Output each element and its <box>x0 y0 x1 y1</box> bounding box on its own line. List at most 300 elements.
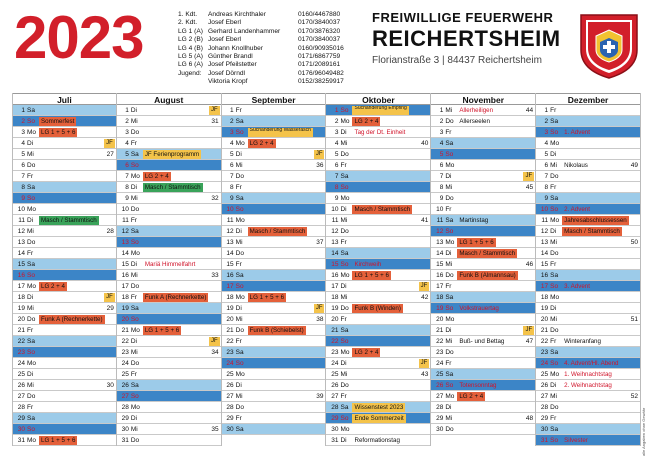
weekday: So <box>550 283 559 290</box>
weekday: Di <box>445 404 452 411</box>
day-number: 1 <box>439 107 444 114</box>
month-header: November <box>431 93 535 105</box>
day-number: 16 <box>540 272 549 279</box>
event-label: Nikolaus <box>564 162 588 169</box>
day-number: 8 <box>334 184 339 191</box>
day-row <box>326 160 430 171</box>
day-number: 16 <box>226 272 234 279</box>
weekday: Do <box>445 272 454 279</box>
day-row <box>13 160 116 171</box>
month-header: Oktober <box>326 93 430 105</box>
contact-phone: 0170/3840037 <box>298 19 341 27</box>
day-row <box>536 237 640 248</box>
day-row <box>431 270 535 281</box>
org-name-line1: FREIWILLIGE FEUERWEHR <box>372 10 554 25</box>
day-number: 27 <box>436 393 444 400</box>
day-number: 8 <box>125 184 129 191</box>
event-label: LG 2 + 4 <box>459 393 484 400</box>
day-row <box>117 160 221 171</box>
weekday: Mo <box>550 371 560 378</box>
day-row <box>13 149 116 160</box>
day-number: 14 <box>540 250 549 257</box>
contact-role: 1. Kdt. <box>178 11 198 18</box>
day-row <box>326 193 430 204</box>
day-row <box>222 369 326 380</box>
contact-role: LG 4 (B) <box>178 44 203 52</box>
day-row <box>117 149 221 160</box>
event-label: 1. Advent <box>564 129 590 136</box>
weekday: Di <box>235 151 242 158</box>
day-number: 10 <box>121 206 129 213</box>
weekday: Fr <box>445 360 452 367</box>
org-address: Florianstraße 3 | 84437 Reichertsheim <box>372 55 542 66</box>
day-number: 24 <box>121 360 129 367</box>
day-row <box>222 380 326 391</box>
weekday: So <box>130 316 139 323</box>
day-number: 30 <box>17 426 25 433</box>
month-header: Dezember <box>536 93 640 105</box>
day-number: 19 <box>436 305 444 312</box>
week-number: 38 <box>316 316 324 323</box>
event-label: Masch / Stammtisch <box>564 228 620 235</box>
day-row <box>536 391 640 402</box>
day-number: 17 <box>17 283 25 290</box>
day-row <box>117 237 221 248</box>
weekday: Fr <box>235 415 242 422</box>
weekday: Mi <box>27 305 34 312</box>
weekday: So <box>27 272 35 279</box>
weekday: So <box>445 151 454 158</box>
day-number: 15 <box>121 261 129 268</box>
day-number: 23 <box>331 349 339 356</box>
youth-fire-badge: JF <box>106 140 113 146</box>
day-row <box>326 149 430 160</box>
week-number: 28 <box>106 228 114 235</box>
month-column-september <box>222 93 327 446</box>
day-number: 26 <box>331 382 339 389</box>
day-number: 7 <box>334 173 339 180</box>
weekday: Do <box>550 250 559 257</box>
day-number: 2 <box>544 118 549 125</box>
event-label: Masch / Stammtisch <box>41 217 97 224</box>
weekday: Do <box>130 283 140 290</box>
day-number: 11 <box>18 217 25 224</box>
week-number: 43 <box>421 371 429 378</box>
day-number: 28 <box>540 404 549 411</box>
day-row <box>536 325 640 336</box>
shield-icon <box>578 12 640 80</box>
youth-fire-badge: JF <box>420 360 428 366</box>
event-label: 3. Advent <box>564 283 590 290</box>
weekday: Fr <box>445 283 452 290</box>
day-number: 13 <box>121 239 129 246</box>
day-number: 15 <box>331 261 339 268</box>
weekday: Mo <box>550 294 560 301</box>
day-number: 10 <box>331 206 339 213</box>
day-number: 31 <box>17 437 25 444</box>
day-number: 12 <box>436 228 444 235</box>
contact-phone: 0160/90935016 <box>298 44 344 52</box>
weekday: So <box>235 129 244 136</box>
day-row <box>222 116 326 127</box>
day-row <box>222 402 326 413</box>
week-number: 39 <box>316 393 324 400</box>
day-row <box>222 237 326 248</box>
event-label: Tag der Dt. Einheit <box>354 129 406 136</box>
weekday: Mo <box>235 217 245 224</box>
day-row <box>431 237 535 248</box>
weekday: Di <box>235 382 242 389</box>
day-row <box>326 336 430 347</box>
day-number: 18 <box>331 294 339 301</box>
day-number: 28 <box>17 404 25 411</box>
day-row <box>117 314 221 325</box>
weekday: Di <box>130 107 137 114</box>
day-row <box>222 171 326 182</box>
day-number: 14 <box>331 250 339 257</box>
day-number: 29 <box>17 415 25 422</box>
day-number: 21 <box>436 327 444 334</box>
day-number: 14 <box>226 250 234 257</box>
day-row <box>13 259 116 270</box>
day-number: 26 <box>17 382 25 389</box>
youth-fire-badge: JF <box>315 305 323 311</box>
day-row <box>13 226 116 237</box>
weekday: Mo <box>130 327 140 334</box>
week-number: 45 <box>525 184 534 191</box>
weekday: Mi <box>130 118 138 125</box>
day-number: 28 <box>331 404 339 411</box>
youth-fire-badge: JF <box>210 338 218 344</box>
day-number: 4 <box>334 140 339 147</box>
day-number: 29 <box>331 415 339 422</box>
weekday: Di <box>130 338 137 345</box>
event-label: Funk B (Schiebelst) <box>249 327 304 334</box>
day-row <box>13 281 116 292</box>
contact-name: Viktoria Kropf <box>208 78 248 86</box>
day-row <box>326 281 430 292</box>
day-number: 26 <box>226 382 234 389</box>
day-number: 12 <box>331 228 339 235</box>
weekday: Do <box>235 250 244 257</box>
weekday: Mo <box>445 239 455 246</box>
weekday: So <box>340 415 349 422</box>
day-row <box>326 105 430 116</box>
day-row <box>536 138 640 149</box>
weekday: Sa <box>445 294 454 301</box>
day-row <box>536 424 640 435</box>
weekday: Do <box>130 437 140 444</box>
day-row <box>13 193 116 204</box>
month-column-juli <box>12 93 117 446</box>
day-number: 3 <box>439 129 444 136</box>
event-label: LG 2 + 4 <box>249 140 274 147</box>
day-number: 3 <box>544 129 549 136</box>
weekday: Sa <box>27 107 35 114</box>
weekday: Mo <box>235 294 245 301</box>
day-number: 26 <box>436 382 444 389</box>
day-row <box>536 116 640 127</box>
day-number: 21 <box>121 327 129 334</box>
day-number: 26 <box>121 382 129 389</box>
contact-role: 2. Kdt. <box>178 19 198 27</box>
weekday: Fr <box>550 415 557 422</box>
event-label: LG 2 + 4 <box>41 283 65 290</box>
weekday: Di <box>550 305 557 312</box>
year-title: 2023 <box>14 4 144 71</box>
weekday: Fr <box>445 206 452 213</box>
day-row <box>117 105 221 116</box>
day-row <box>431 259 535 270</box>
day-row <box>13 402 116 413</box>
contact-phone: 0160/4467880 <box>298 11 341 18</box>
day-row <box>13 270 116 281</box>
weekday: Sa <box>130 151 139 158</box>
day-row <box>117 303 221 314</box>
day-row <box>117 116 221 127</box>
day-row <box>326 270 430 281</box>
weekday: So <box>550 129 559 136</box>
weekday: Mi <box>340 217 348 224</box>
weekday: Mi <box>445 415 453 422</box>
day-number: 5 <box>439 151 444 158</box>
day-number: 15 <box>226 261 234 268</box>
weekday: Mo <box>27 437 37 444</box>
contact-phone: 0171/2089161 <box>298 61 341 69</box>
weekday: Fr <box>235 338 242 345</box>
day-row <box>13 391 116 402</box>
weekday: Mi <box>445 261 453 268</box>
week-number: 51 <box>630 316 638 323</box>
day-number: 15 <box>436 261 444 268</box>
contact-row <box>178 53 358 61</box>
contact-name: Gerhard Landenhammer <box>208 27 281 35</box>
day-row <box>13 413 116 424</box>
weekday: Fr <box>235 107 242 114</box>
day-row <box>536 292 640 303</box>
day-number: 4 <box>230 140 234 147</box>
day-row <box>13 105 116 116</box>
fire-brigade-logo <box>578 12 640 80</box>
youth-fire-badge: JF <box>420 283 428 289</box>
day-number: 4 <box>21 140 25 147</box>
day-row <box>536 347 640 358</box>
weekday: Di <box>27 294 34 301</box>
day-number: 30 <box>226 426 234 433</box>
day-row <box>117 369 221 380</box>
weekday: Do <box>445 118 454 125</box>
weekday: Di <box>235 305 242 312</box>
organization-block <box>372 10 561 68</box>
day-number: 10 <box>17 206 25 213</box>
day-row <box>536 215 640 226</box>
contact-name: Josef Eberl <box>208 19 241 27</box>
day-number: 12 <box>540 228 549 235</box>
day-number: 27 <box>331 393 339 400</box>
contact-phone: 0170/3876320 <box>298 27 341 35</box>
weekday: Sa <box>130 382 139 389</box>
day-number: 22 <box>436 338 444 345</box>
weekday: Fr <box>340 239 347 246</box>
day-row <box>536 204 640 215</box>
day-number: 19 <box>226 305 234 312</box>
weekday: Sa <box>235 272 244 279</box>
day-row <box>13 369 116 380</box>
day-row <box>222 424 326 435</box>
weekday: Mo <box>130 250 140 257</box>
day-row <box>536 248 640 259</box>
weekday: Mi <box>235 162 243 169</box>
weekday: Mi <box>550 393 557 400</box>
day-number: 29 <box>436 415 444 422</box>
day-number: 17 <box>436 283 444 290</box>
event-label: Buß- und Bettag <box>459 338 505 345</box>
week-number: 49 <box>630 162 638 169</box>
week-number: 47 <box>525 338 534 345</box>
weekday: Di <box>27 140 34 147</box>
week-number: 32 <box>211 195 219 202</box>
weekday: Mi <box>235 316 243 323</box>
weekday: Do <box>27 393 36 400</box>
day-number: 30 <box>121 426 129 433</box>
day-row <box>326 413 430 424</box>
day-number: 12 <box>226 228 234 235</box>
weekday: Sa <box>27 184 35 191</box>
day-number: 6 <box>439 162 444 169</box>
day-number: 24 <box>226 360 234 367</box>
day-row <box>326 358 430 369</box>
week-number: 42 <box>421 294 429 301</box>
weekday: Di <box>550 228 557 235</box>
weekday: Do <box>235 404 244 411</box>
weekday: Di <box>340 283 347 290</box>
weekday: Fr <box>550 261 557 268</box>
weekday: Di <box>130 261 137 268</box>
day-number: 24 <box>17 360 25 367</box>
day-row <box>536 160 640 171</box>
event-label: Totensonntag <box>459 382 497 389</box>
weekday: Di <box>550 151 557 158</box>
contact-role: LG 6 (A) <box>178 61 203 69</box>
day-row <box>222 358 326 369</box>
weekday: So <box>445 382 454 389</box>
day-number: 6 <box>334 162 339 169</box>
weekday: Sa <box>235 349 244 356</box>
weekday: Mi <box>340 140 348 147</box>
event-label: Masch / Stammtisch <box>354 206 411 213</box>
day-number: 13 <box>226 239 234 246</box>
day-row <box>13 292 116 303</box>
weekday: Di <box>235 228 242 235</box>
day-number: 31 <box>540 437 549 444</box>
day-row <box>117 325 221 336</box>
weekday: Fr <box>235 184 242 191</box>
weekday: Mo <box>130 404 140 411</box>
week-number: 31 <box>211 118 219 125</box>
day-row <box>431 182 535 193</box>
day-row <box>222 303 326 314</box>
weekday: Mo <box>235 371 245 378</box>
day-row <box>326 314 430 325</box>
week-number: 52 <box>630 393 638 400</box>
weekday: Fr <box>130 371 137 378</box>
day-row <box>326 380 430 391</box>
weekday: Di <box>340 437 347 444</box>
weekday: Do <box>235 173 244 180</box>
day-number: 30 <box>436 426 444 433</box>
day-number: 2 <box>334 118 339 125</box>
contact-phone: 0152/38259917 <box>298 78 344 86</box>
day-row <box>13 237 116 248</box>
weekday: Fr <box>550 184 557 191</box>
weekday: Mo <box>27 206 37 213</box>
weekday: So <box>27 118 35 125</box>
day-row <box>117 435 221 446</box>
weekday: Do <box>550 173 559 180</box>
day-row <box>117 402 221 413</box>
day-number: 27 <box>226 393 234 400</box>
day-number: 5 <box>21 151 25 158</box>
day-number: 8 <box>21 184 25 191</box>
day-row <box>222 193 326 204</box>
day-number: 6 <box>125 162 129 169</box>
day-row <box>431 281 535 292</box>
day-number: 7 <box>439 173 444 180</box>
weekday: So <box>340 338 349 345</box>
day-number: 16 <box>436 272 444 279</box>
contact-list <box>178 11 358 87</box>
weekday: So <box>550 206 559 213</box>
day-row <box>13 325 116 336</box>
day-number: 4 <box>544 140 549 147</box>
day-number: 5 <box>125 151 129 158</box>
day-row <box>117 424 221 435</box>
week-number: 46 <box>525 261 534 268</box>
event-label: Allerheiligen <box>459 107 494 114</box>
day-number: 20 <box>540 316 549 323</box>
day-row <box>117 391 221 402</box>
day-row <box>326 138 430 149</box>
week-number: 40 <box>421 140 429 147</box>
day-row <box>536 369 640 380</box>
day-number: 18 <box>17 294 25 301</box>
day-number: 27 <box>17 393 25 400</box>
weekday: Sa <box>550 195 559 202</box>
day-row <box>13 435 116 446</box>
day-number: 8 <box>439 184 444 191</box>
day-row <box>326 424 430 435</box>
day-number: 23 <box>121 349 129 356</box>
week-number: 29 <box>106 305 114 312</box>
weekday: Fr <box>130 294 137 301</box>
event-label: LG 1 + 5 + 6 <box>459 239 494 246</box>
day-row <box>431 347 535 358</box>
day-number: 19 <box>331 305 339 312</box>
event-label: Wissenstest 2023 <box>354 404 404 411</box>
day-row <box>536 402 640 413</box>
day-row <box>431 314 535 325</box>
day-row <box>326 171 430 182</box>
weekday: Sa <box>550 118 559 125</box>
weekday: So <box>130 239 139 246</box>
day-row <box>222 314 326 325</box>
day-row <box>431 215 535 226</box>
event-label: LG 1 + 5 + 6 <box>249 294 285 301</box>
day-row <box>326 259 430 270</box>
day-number: 14 <box>121 250 129 257</box>
weekday: Mo <box>340 349 350 356</box>
weekday: Do <box>130 206 140 213</box>
